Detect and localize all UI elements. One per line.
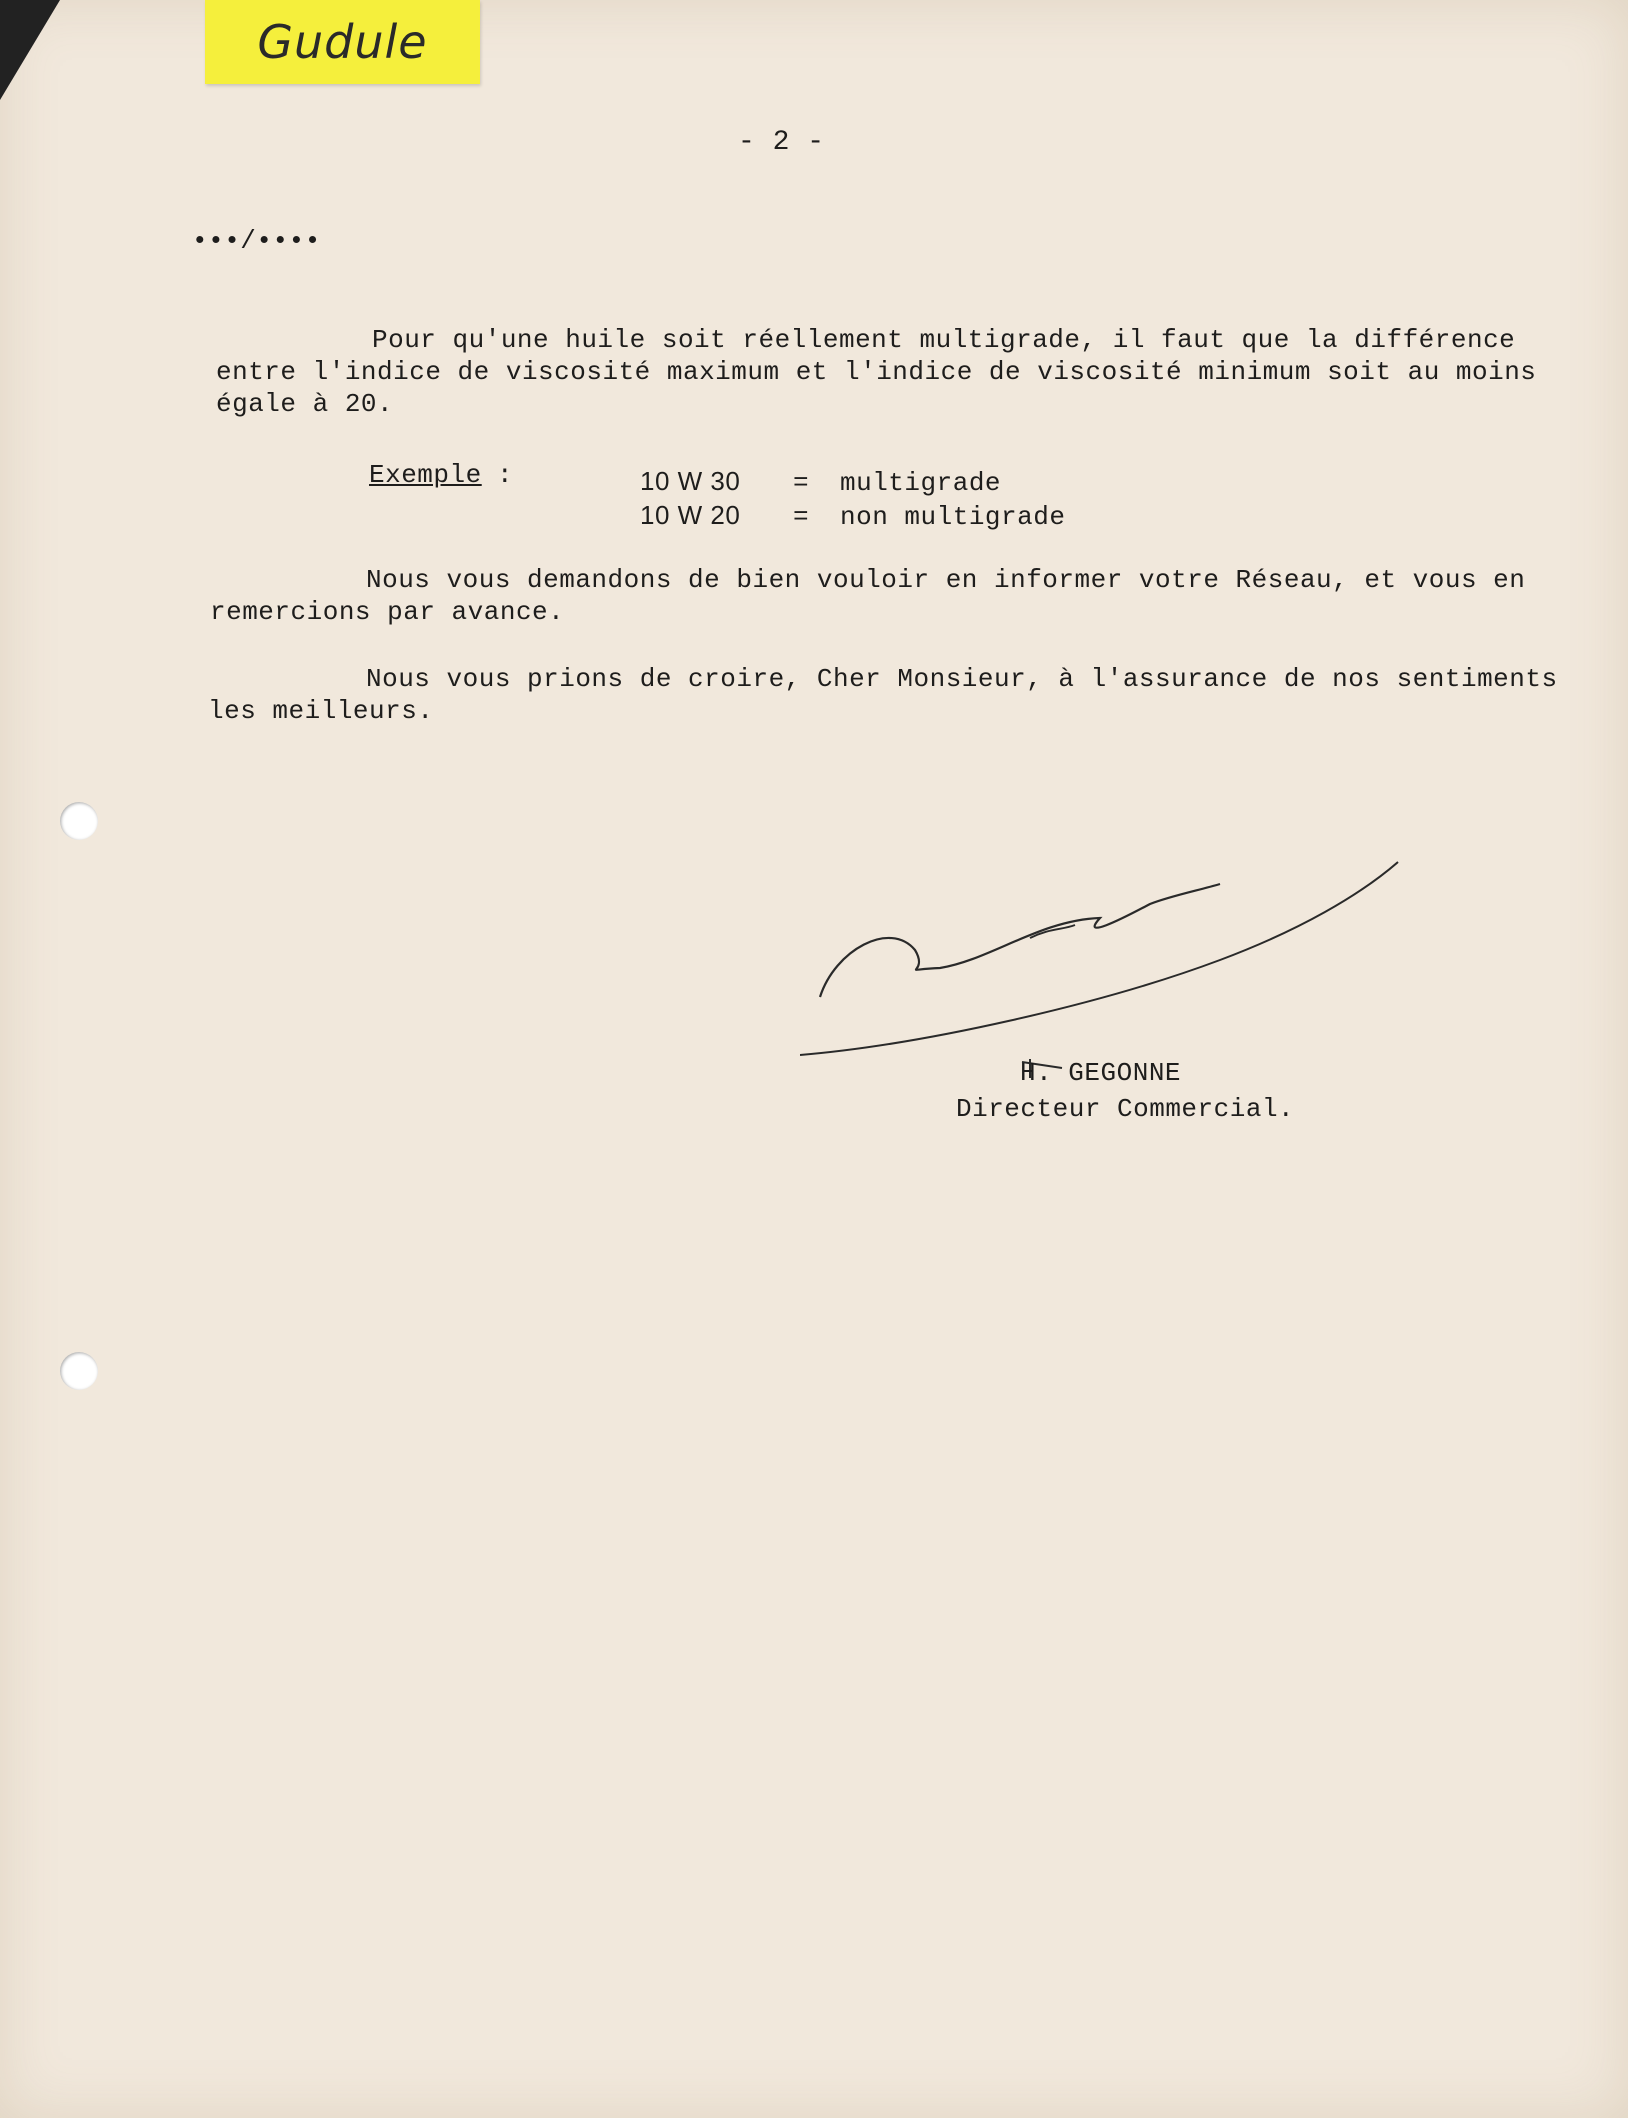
example-colon: : (497, 460, 514, 490)
page-number: - 2 - (738, 127, 825, 158)
folded-corner (0, 0, 60, 100)
paragraph-1-line-1: Pour qu'une huile soit réellement multigrade, il faut que la différence (372, 325, 1516, 355)
sticky-note-text: Gudule (257, 15, 428, 69)
paragraph-3-line-1: Nous vous prions de croire, Cher Monsieur, à l'assurance de nos sentiments (366, 664, 1558, 694)
signer-name: H. GEGONNE (1020, 1058, 1182, 1088)
example-row-1-value: multigrade (840, 468, 1002, 498)
example-row-1-equals: = (793, 468, 810, 498)
example-row-2-code: 10 W 20 (640, 500, 741, 530)
punch-hole (60, 802, 98, 840)
paragraph-1-line-3: égale à 20. (216, 389, 394, 419)
example-label: Exemple (369, 460, 482, 490)
paragraph-3-line-2: les meilleurs. (208, 696, 434, 726)
paragraph-2-line-1: Nous vous demandons de bien vouloir en informer votre Réseau, et vous en (366, 565, 1526, 595)
sticky-note (205, 0, 480, 84)
punch-hole (60, 1352, 98, 1390)
example-row-1-code: 10 W 30 (640, 466, 741, 496)
signer-title: Directeur Commercial. (956, 1094, 1295, 1124)
paragraph-1-line-2: entre l'indice de viscosité maximum et l'indice de viscosité minimum soit au moins (216, 357, 1537, 387)
continuation-mark: •••/•••• (192, 226, 321, 256)
handwritten-signature (800, 800, 1420, 1090)
example-row-2-value: non multigrade (840, 502, 1066, 532)
paragraph-2-line-2: remercions par avance. (210, 597, 565, 627)
example-row-2-equals: = (793, 502, 810, 532)
